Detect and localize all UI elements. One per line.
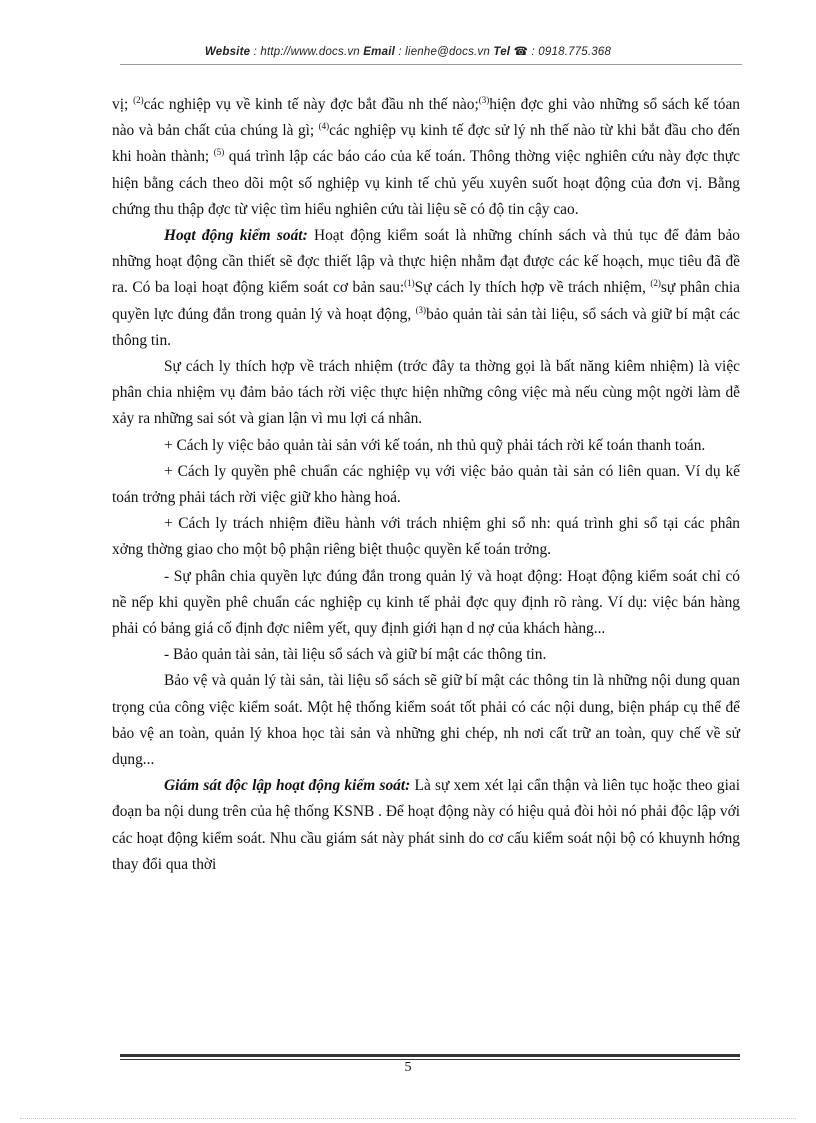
text-run: các nghiệp vụ về kinh tế này đợc bắt đầu nh thế nào; xyxy=(143,96,479,113)
text-run: bảo quản tài sản tài liệu, sổ sách và giữ bí mật các thông tin. xyxy=(112,305,740,349)
tel-value: : 0918.775.368 xyxy=(531,46,612,58)
section-heading: Giám sát độc lập hoạt động kiểm soát: xyxy=(164,777,411,795)
document-body xyxy=(112,92,740,878)
page-number: 5 xyxy=(404,1060,412,1075)
website-value: : http://www.docs.vn xyxy=(253,46,360,58)
section-heading: Hoạt động kiểm soát: xyxy=(164,227,308,245)
paragraph-1 xyxy=(112,92,740,223)
website-label: Website xyxy=(204,46,251,58)
paragraph-8: - Bảo quản tài sản, tài liệu sổ sách và giữ bí mật các thông tin. xyxy=(164,646,547,664)
header-divider xyxy=(120,64,742,65)
page-header xyxy=(0,44,816,58)
text-run: quá trình lập các báo cáo của kế toán. Thông thờng việc nghiên cứu này đợc thực hiện bằng cách theo dõi một số nghiệp vụ kinh tế chủ yếu xuyên suốt hoạt động của đơn vị. Bằng chứng thu thập đợc từ việc tìm hiểu nghiên cứu tài liệu sẽ có độ tin cậy cao. xyxy=(112,148,740,218)
text-run: vị; xyxy=(112,96,134,113)
superscript-marker: (5) xyxy=(213,147,225,158)
email-label: Email xyxy=(363,46,395,58)
paragraph-9: Bảo vệ và quản lý tài sản, tài liệu sổ sách sẽ giữ bí mật các thông tin là những nội dung quan trọng của công việc kiểm soát. Một hệ thống kiểm soát tốt phải có các nội dung, biện pháp cụ thể để bảo vệ an toàn, quản lý khoa học tài sản và những ghi chép, nh nơi cất trữ an toàn, quy chế về sử dụng... xyxy=(112,672,740,769)
text-run: Hoạt động kiểm soát là những chính sách và thủ tục để đảm bảo những hoạt động cần thiết sẽ đợc thiết lập và thực hiện nhằm đạt được các kế hoạch, mục tiêu đã đề ra. Có ba loại hoạt động kiểm soát cơ bản sau: xyxy=(112,227,740,297)
tel-label: Tel ☎ xyxy=(493,46,529,58)
text-run: sự phân chia quyền lực đúng đắn trong quản lý và hoạt động, xyxy=(112,279,740,323)
text-run: Sự cách ly thích hợp về trách nhiệm, xyxy=(414,279,651,297)
paragraph-independent-monitoring xyxy=(112,773,740,878)
paragraph-7: - Sự phân chia quyền lực đúng đắn trong quản lý và hoạt động: Hoạt động kiểm soát chỉ có nề nếp khi quyền phê chuẩn các nghiệp cụ kinh tế phải đợc quy định rõ ràng. Ví dụ: việc bán hàng phải có bảng giá cố định đợc niêm yết, quy định giới hạn d nợ của khách hàng... xyxy=(112,567,740,638)
superscript-marker: (1) xyxy=(404,278,415,289)
email-value: : lienhe@docs.vn xyxy=(398,46,490,58)
text-run: Là sự xem xét lại cẩn thận và liên tục hoặc theo giai đoạn ba nội dung trên của hệ thống KSNB . Để hoạt động này có hiệu quả đòi hỏi nó phải độc lập với các hoạt động kiểm soát. Nhu cầu giám sát này phát sinh do cơ cấu kiểm soát nội bộ có khuynh hớng thay đổi qua thời xyxy=(112,777,740,873)
superscript-marker: (2) xyxy=(650,278,661,289)
superscript-marker: (3) xyxy=(478,95,490,105)
paragraph-6: + Cách ly trách nhiệm điều hành với trách nhiệm ghi sổ nh: quá trình ghi sổ tại các phân xởng thờng giao cho một bộ phận riêng biệt thuộc quyền kế toán trởng. xyxy=(112,515,740,559)
footer-divider-thick xyxy=(120,1054,740,1057)
text-run: các nghiệp vụ kinh tế đợc sử lý nh thế nào từ khi bắt đầu cho đến khi hoàn thành; xyxy=(112,122,740,166)
text-run: hiện đợc ghi vào những sổ sách kế tóan nào và bản chất của chúng là gì; xyxy=(112,96,741,140)
page-bottom-dotted-line xyxy=(20,1118,796,1119)
superscript-marker: (3) xyxy=(415,304,427,315)
paragraph-5: + Cách ly quyền phê chuẩn các nghiệp vụ với việc bảo quản tài sản có liên quan. Ví dụ kế toán trởng phải tách rời việc giữ kho hàng hoá. xyxy=(112,462,740,507)
paragraph-4: + Cách ly việc bảo quản tài sản với kế toán, nh thủ quỹ phải tách rời kế toán thanh toán. xyxy=(164,436,706,454)
superscript-marker: (2) xyxy=(133,95,144,105)
paragraph-3: Sự cách ly thích hợp về trách nhiệm (trớc đây ta thờng gọi là bất năng kiêm nhiệm) là việc phân chia nhiệm vụ đảm bảo tách rời việc thực hiện những công việc mà nếu cùng một ngời làm dễ xảy ra những sai sót và gian lận vì mu lợi cá nhân. xyxy=(112,358,740,428)
superscript-marker: (4) xyxy=(318,121,330,132)
paragraph-control-activities xyxy=(112,223,740,354)
